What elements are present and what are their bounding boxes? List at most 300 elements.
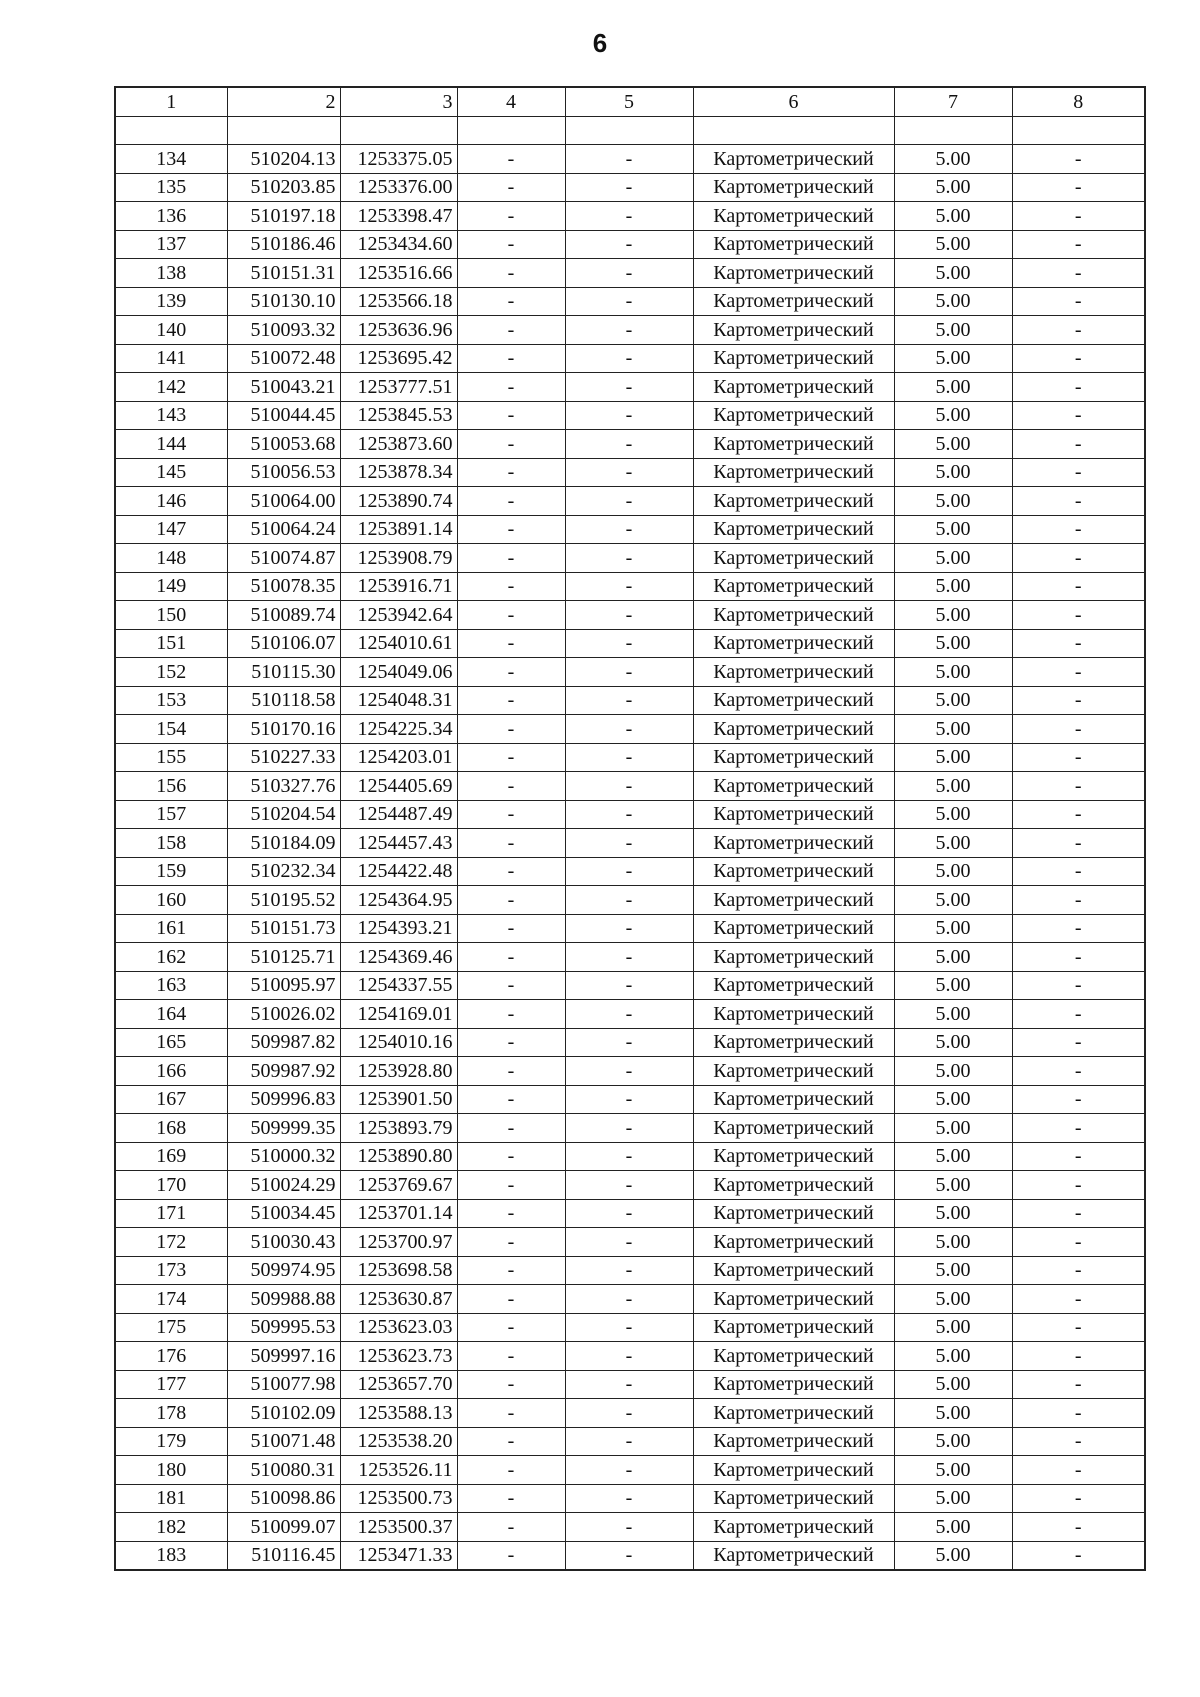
table-cell: -: [1012, 772, 1145, 801]
table-cell: 179: [115, 1427, 227, 1456]
table-cell: Картометрический: [693, 173, 894, 202]
table-row: [115, 1142, 1145, 1171]
table-cell: Картометрический: [693, 287, 894, 316]
table-cell: 5.00: [894, 259, 1012, 288]
table-cell: 1254169.01: [340, 1000, 457, 1029]
table-cell: Картометрический: [693, 686, 894, 715]
table-cell: -: [457, 1370, 565, 1399]
table-cell: -: [565, 430, 693, 459]
table-cell: -: [1012, 515, 1145, 544]
table-cell: 1253890.80: [340, 1142, 457, 1171]
table-cell: Картометрический: [693, 1370, 894, 1399]
table-cell: -: [1012, 1456, 1145, 1485]
table-cell: -: [1012, 373, 1145, 402]
table-cell: 174: [115, 1285, 227, 1314]
table-cell: 1253942.64: [340, 601, 457, 630]
page-number: 6: [592, 28, 608, 58]
table-cell: -: [457, 1028, 565, 1057]
table-row: [115, 430, 1145, 459]
table-cell: 5.00: [894, 943, 1012, 972]
table-cell: -: [457, 1513, 565, 1542]
table-cell: 134: [115, 145, 227, 174]
header-row: [115, 87, 1145, 116]
table-cell: 510116.45: [227, 1541, 340, 1570]
table-cell: Картометрический: [693, 259, 894, 288]
table-cell: 159: [115, 857, 227, 886]
table-cell: -: [457, 1199, 565, 1228]
table-cell: 5.00: [894, 373, 1012, 402]
table-cell: Картометрический: [693, 344, 894, 373]
table-cell: -: [565, 971, 693, 1000]
table-cell: -: [457, 1484, 565, 1513]
column-header: 7: [894, 87, 1012, 116]
table-cell: Картометрический: [693, 601, 894, 630]
table-cell: 1254337.55: [340, 971, 457, 1000]
table-cell: 510125.71: [227, 943, 340, 972]
table-cell: 1253890.74: [340, 487, 457, 516]
table-cell: Картометрический: [693, 1541, 894, 1570]
table-cell: 510204.13: [227, 145, 340, 174]
table-row: [115, 629, 1145, 658]
table-cell: -: [1012, 145, 1145, 174]
table-cell: 5.00: [894, 1000, 1012, 1029]
table-cell: Картометрический: [693, 1456, 894, 1485]
table-cell: 5.00: [894, 772, 1012, 801]
table-row: [115, 715, 1145, 744]
table-cell: 510203.85: [227, 173, 340, 202]
table-row: [115, 772, 1145, 801]
table-cell: -: [1012, 344, 1145, 373]
table-row: [115, 857, 1145, 886]
table-cell: -: [457, 230, 565, 259]
table-cell: -: [1012, 1427, 1145, 1456]
table-cell: 1253500.37: [340, 1513, 457, 1542]
table-cell: 1253878.34: [340, 458, 457, 487]
table-cell: 510102.09: [227, 1399, 340, 1428]
table-row: [115, 458, 1145, 487]
table-cell: 1254405.69: [340, 772, 457, 801]
table-cell: Картометрический: [693, 1057, 894, 1086]
table-cell: -: [1012, 401, 1145, 430]
table-cell: -: [1012, 1028, 1145, 1057]
table-cell: 510056.53: [227, 458, 340, 487]
table-cell: 1253873.60: [340, 430, 457, 459]
table-row: [115, 1399, 1145, 1428]
table-row: [115, 1114, 1145, 1143]
table-cell: 136: [115, 202, 227, 231]
table-row: [115, 971, 1145, 1000]
table-row: [115, 1199, 1145, 1228]
table-cell: Картометрический: [693, 1484, 894, 1513]
column-header: 1: [115, 87, 227, 116]
table-cell: 510204.54: [227, 800, 340, 829]
table-cell: -: [457, 601, 565, 630]
table-cell: 5.00: [894, 316, 1012, 345]
table-row: [115, 202, 1145, 231]
table-cell: 5.00: [894, 1541, 1012, 1570]
table-cell: 1253891.14: [340, 515, 457, 544]
table-cell: 509974.95: [227, 1256, 340, 1285]
table-cell: -: [565, 1399, 693, 1428]
table-row: [115, 1028, 1145, 1057]
table-cell: -: [565, 316, 693, 345]
table-cell: Картометрический: [693, 373, 894, 402]
table-cell: -: [565, 772, 693, 801]
table-cell: 167: [115, 1085, 227, 1114]
table-cell: 1253845.53: [340, 401, 457, 430]
table-cell: -: [457, 401, 565, 430]
table-cell: -: [565, 1427, 693, 1456]
table-cell: -: [1012, 287, 1145, 316]
table-row: [115, 259, 1145, 288]
table-cell: -: [1012, 914, 1145, 943]
table-cell: -: [1012, 658, 1145, 687]
table-cell: -: [565, 658, 693, 687]
table-cell: -: [457, 1142, 565, 1171]
table-cell: -: [457, 1427, 565, 1456]
table-row: [115, 515, 1145, 544]
table-row: [115, 601, 1145, 630]
table-cell: 5.00: [894, 658, 1012, 687]
table-cell: 146: [115, 487, 227, 516]
table-cell: -: [457, 686, 565, 715]
table-cell: Картометрический: [693, 857, 894, 886]
table-cell: 510078.35: [227, 572, 340, 601]
table-cell: 5.00: [894, 202, 1012, 231]
table-cell: -: [1012, 1228, 1145, 1257]
table-cell: 1254393.21: [340, 914, 457, 943]
table-cell: Картометрический: [693, 800, 894, 829]
table-cell: 5.00: [894, 1142, 1012, 1171]
table-cell: -: [1012, 316, 1145, 345]
table-cell: -: [457, 1171, 565, 1200]
table-cell: -: [1012, 1085, 1145, 1114]
table-cell: 1253526.11: [340, 1456, 457, 1485]
table-cell: Картометрический: [693, 1142, 894, 1171]
table-row: [115, 914, 1145, 943]
table-cell: 5.00: [894, 686, 1012, 715]
table-row: [115, 800, 1145, 829]
table-cell: 510053.68: [227, 430, 340, 459]
table-cell: 5.00: [894, 1399, 1012, 1428]
table-cell: Картометрический: [693, 1028, 894, 1057]
table-cell: -: [457, 1114, 565, 1143]
table-cell: 178: [115, 1399, 227, 1428]
table-cell: -: [457, 202, 565, 231]
table-row: [115, 886, 1145, 915]
table-cell: 5.00: [894, 287, 1012, 316]
table-cell: 510130.10: [227, 287, 340, 316]
table-cell: 1254225.34: [340, 715, 457, 744]
table-cell: 1253623.03: [340, 1313, 457, 1342]
table-cell: 5.00: [894, 1057, 1012, 1086]
table-cell: 162: [115, 943, 227, 972]
table-cell: -: [1012, 1285, 1145, 1314]
table-cell: 1253636.96: [340, 316, 457, 345]
table-cell: Картометрический: [693, 1228, 894, 1257]
table-cell: -: [1012, 430, 1145, 459]
table-row: [115, 1085, 1145, 1114]
table-cell: -: [457, 715, 565, 744]
table-cell: -: [457, 1000, 565, 1029]
table-cell: -: [457, 316, 565, 345]
table-cell: -: [565, 914, 693, 943]
table-cell: -: [565, 173, 693, 202]
table-cell: 164: [115, 1000, 227, 1029]
table-cell: 5.00: [894, 629, 1012, 658]
table-cell: 1253500.73: [340, 1484, 457, 1513]
column-header: 5: [565, 87, 693, 116]
table-row: [115, 1513, 1145, 1542]
table-cell: -: [1012, 1171, 1145, 1200]
table-cell: 509997.16: [227, 1342, 340, 1371]
table-row: [115, 1228, 1145, 1257]
table-cell: 5.00: [894, 971, 1012, 1000]
table-cell: Картометрический: [693, 1342, 894, 1371]
table-cell: 1254203.01: [340, 743, 457, 772]
table-cell: Картометрический: [693, 1000, 894, 1029]
table-cell: Картометрический: [693, 316, 894, 345]
table-cell: -: [1012, 572, 1145, 601]
table-cell: 153: [115, 686, 227, 715]
table-cell: 168: [115, 1114, 227, 1143]
table-cell: 510074.87: [227, 544, 340, 573]
table-cell: -: [457, 1256, 565, 1285]
table-cell: -: [457, 458, 565, 487]
table-cell: 510043.21: [227, 373, 340, 402]
table-cell: -: [1012, 1000, 1145, 1029]
table-cell: -: [1012, 1342, 1145, 1371]
table-cell: 5.00: [894, 1342, 1012, 1371]
table-cell: -: [565, 1199, 693, 1228]
table-cell: 5.00: [894, 1427, 1012, 1456]
table-cell: -: [565, 487, 693, 516]
table-cell: -: [1012, 829, 1145, 858]
table-cell: -: [457, 544, 565, 573]
table-cell: 180: [115, 1456, 227, 1485]
table-cell: 157: [115, 800, 227, 829]
table-cell: -: [565, 515, 693, 544]
table-cell: -: [565, 1085, 693, 1114]
table-row: [115, 1427, 1145, 1456]
table-cell: 510064.00: [227, 487, 340, 516]
table-cell: -: [457, 145, 565, 174]
table-cell: 5.00: [894, 1484, 1012, 1513]
table-cell: Картометрический: [693, 1171, 894, 1200]
table-cell: Картометрический: [693, 145, 894, 174]
table-cell: 510098.86: [227, 1484, 340, 1513]
table-row: [115, 1256, 1145, 1285]
table-row: [115, 743, 1145, 772]
table-cell: 1253769.67: [340, 1171, 457, 1200]
table-cell: 510227.33: [227, 743, 340, 772]
table-cell: -: [457, 629, 565, 658]
column-header: 3: [340, 87, 457, 116]
table-cell: 5.00: [894, 886, 1012, 915]
table-cell: 5.00: [894, 1285, 1012, 1314]
table-cell: 5.00: [894, 743, 1012, 772]
table-cell: 1254049.06: [340, 658, 457, 687]
table-cell: Картометрический: [693, 230, 894, 259]
table-row: [115, 316, 1145, 345]
table-cell: 142: [115, 373, 227, 402]
table-cell: 165: [115, 1028, 227, 1057]
table-cell: -: [457, 943, 565, 972]
table-cell: -: [457, 1285, 565, 1314]
table-row: [115, 1456, 1145, 1485]
table-cell: -: [1012, 259, 1145, 288]
column-header: 2: [227, 87, 340, 116]
table-cell: -: [1012, 1399, 1145, 1428]
table-cell: 1254422.48: [340, 857, 457, 886]
table-cell: 183: [115, 1541, 227, 1570]
table-cell: 1254457.43: [340, 829, 457, 858]
table-cell: -: [457, 800, 565, 829]
table-cell: -: [457, 743, 565, 772]
table-cell: 1253698.58: [340, 1256, 457, 1285]
table-cell: 5.00: [894, 1114, 1012, 1143]
table-cell: 510186.46: [227, 230, 340, 259]
table-cell: 143: [115, 401, 227, 430]
table-row: [115, 1313, 1145, 1342]
table-cell: Картометрический: [693, 914, 894, 943]
empty-row: [115, 116, 1145, 145]
table-cell: -: [457, 1313, 565, 1342]
table-cell: 5.00: [894, 458, 1012, 487]
table-cell: Картометрический: [693, 572, 894, 601]
table-cell: 510106.07: [227, 629, 340, 658]
table-cell: 170: [115, 1171, 227, 1200]
table-cell: Картометрический: [693, 1114, 894, 1143]
table-cell: 176: [115, 1342, 227, 1371]
table-cell: 510327.76: [227, 772, 340, 801]
table-cell: 510151.73: [227, 914, 340, 943]
table-cell: 5.00: [894, 487, 1012, 516]
table-cell: 5.00: [894, 829, 1012, 858]
table-cell: Картометрический: [693, 886, 894, 915]
table-cell: -: [457, 1228, 565, 1257]
table-cell: -: [565, 800, 693, 829]
table-cell: -: [457, 373, 565, 402]
table-row: [115, 544, 1145, 573]
coordinates-table: [114, 86, 1146, 1571]
column-header: 4: [457, 87, 565, 116]
table-cell: -: [565, 230, 693, 259]
table-cell: -: [565, 259, 693, 288]
table-row: [115, 943, 1145, 972]
table-cell: -: [565, 1342, 693, 1371]
table-cell: Картометрический: [693, 829, 894, 858]
table-cell: 5.00: [894, 1370, 1012, 1399]
table-cell: -: [565, 743, 693, 772]
table-cell: -: [1012, 1370, 1145, 1399]
table-cell: 5.00: [894, 544, 1012, 573]
table-cell: -: [457, 772, 565, 801]
table-row: [115, 373, 1145, 402]
table-cell: -: [565, 1057, 693, 1086]
table-cell: -: [1012, 487, 1145, 516]
table-cell: 510072.48: [227, 344, 340, 373]
table-cell: 163: [115, 971, 227, 1000]
table-cell: -: [565, 401, 693, 430]
table-cell: 510024.29: [227, 1171, 340, 1200]
table-cell: 510232.34: [227, 857, 340, 886]
table-cell: -: [565, 1370, 693, 1399]
table-cell: 140: [115, 316, 227, 345]
table-cell: -: [457, 1057, 565, 1086]
table-cell: -: [457, 886, 565, 915]
column-header: 6: [693, 87, 894, 116]
table-cell: 1253695.42: [340, 344, 457, 373]
table-row: [115, 173, 1145, 202]
table-cell: 160: [115, 886, 227, 915]
table-cell: 166: [115, 1057, 227, 1086]
table-cell: 141: [115, 344, 227, 373]
table-cell: 5.00: [894, 715, 1012, 744]
table-cell: -: [1012, 1256, 1145, 1285]
table-cell: 509987.92: [227, 1057, 340, 1086]
table-cell: 147: [115, 515, 227, 544]
table-cell: 510030.43: [227, 1228, 340, 1257]
table-cell: -: [565, 1484, 693, 1513]
table-cell: -: [457, 1342, 565, 1371]
table-cell: 148: [115, 544, 227, 573]
table-cell: -: [565, 943, 693, 972]
table-cell: 5.00: [894, 1313, 1012, 1342]
table-cell: -: [565, 715, 693, 744]
table-cell: 1254010.16: [340, 1028, 457, 1057]
table-cell: -: [457, 857, 565, 886]
table-cell: -: [1012, 202, 1145, 231]
table-cell: 5.00: [894, 401, 1012, 430]
table-cell: 5.00: [894, 914, 1012, 943]
table-cell: 5.00: [894, 1256, 1012, 1285]
table-body: [115, 145, 1145, 1571]
table-cell: -: [565, 458, 693, 487]
table-cell: -: [1012, 1114, 1145, 1143]
table-cell: Картометрический: [693, 1313, 894, 1342]
table-cell: -: [565, 373, 693, 402]
table-cell: -: [1012, 1513, 1145, 1542]
table-cell: -: [1012, 230, 1145, 259]
table-cell: Картометрический: [693, 487, 894, 516]
table-cell: -: [1012, 943, 1145, 972]
table-row: [115, 1171, 1145, 1200]
table-cell: -: [457, 173, 565, 202]
table-cell: -: [1012, 971, 1145, 1000]
table-cell: -: [565, 287, 693, 316]
table-cell: 1253916.71: [340, 572, 457, 601]
table-cell: 1253630.87: [340, 1285, 457, 1314]
table-cell: -: [1012, 1142, 1145, 1171]
table-cell: 1253777.51: [340, 373, 457, 402]
table-cell: 510151.31: [227, 259, 340, 288]
table-cell: -: [457, 1541, 565, 1570]
table-cell: 1254369.46: [340, 943, 457, 972]
table-cell: -: [457, 515, 565, 544]
table-cell: 1253700.97: [340, 1228, 457, 1257]
table-cell: 510095.97: [227, 971, 340, 1000]
table-cell: -: [565, 1028, 693, 1057]
table-cell: 1253398.47: [340, 202, 457, 231]
table-row: [115, 287, 1145, 316]
table-row: [115, 230, 1145, 259]
table-cell: 1253376.00: [340, 173, 457, 202]
table-cell: 1253893.79: [340, 1114, 457, 1143]
table-cell: 510195.52: [227, 886, 340, 915]
table-cell: 510089.74: [227, 601, 340, 630]
table-row: [115, 658, 1145, 687]
